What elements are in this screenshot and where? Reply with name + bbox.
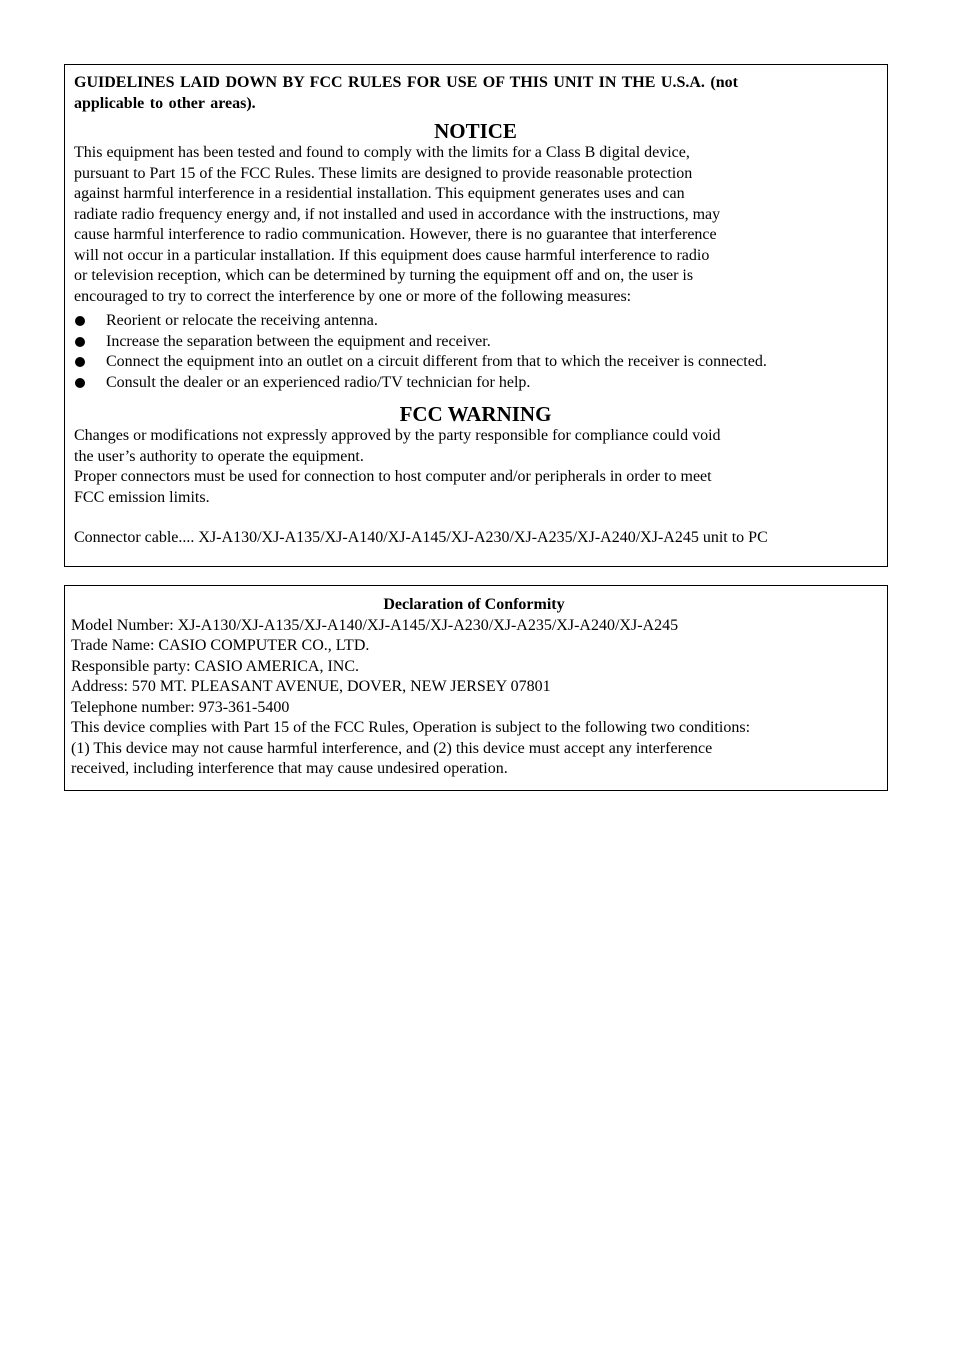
fcc-notice-box (64, 64, 888, 567)
declaration-title: Declaration of Conformity (383, 596, 565, 613)
list-item (74, 332, 877, 353)
fcc-warning-title: FCC WARNING (399, 402, 552, 426)
measures-list (74, 311, 877, 393)
compliance-statement: This device complies with Part 15 of the FCC Rules, Operation is subject to the following two conditions: (1) This device may not cause harmful interference, and (2) this device must accept any interference received, including interference that may cause undesired operation. (71, 719, 751, 777)
warning-body: Changes or modifications not expressly approved by the party responsible for compliance could void the user’s authority to operate the equipment. Proper connectors must be used for connection to host computer and/or peripherals in order to meet FCC emission limits. (74, 427, 721, 506)
bullet-icon (75, 357, 85, 367)
declaration-box (64, 585, 888, 791)
bullet-icon (75, 378, 85, 388)
list-item (74, 352, 877, 373)
measure-text: Reorient or relocate the receiving antenna. (106, 312, 378, 329)
bullet-icon (75, 316, 85, 326)
address: Address: 570 MT. PLEASANT AVENUE, DOVER, NEW JERSEY 07801 (71, 678, 551, 695)
telephone-number: Telephone number: 973-361-5400 (71, 698, 290, 716)
connector-cable-line: Connector cable.... XJ-A130/XJ-A135/XJ-A140/XJ-A145/XJ-A230/XJ-A235/XJ-A240/XJ-A245 unit to PC (74, 529, 768, 546)
list-item (74, 311, 877, 332)
notice-body: This equipment has been tested and found to comply with the limits for a Class B digital device, pursuant to Part 15 of the FCC Rules. These limits are designed to provide reasonable protection against harmful interference in a residential installation. This equipment generates uses and can radiate radio frequency energy and, if not installed and used in accordance with the instructions, may cause harmful interference to radio communication. However, there is no guarantee that interference will not occur in a particular installation. If this equipment does cause harmful interference to radio or television reception, which can be determined by turning the equipment off and on, the user is encouraged to try to correct the interference by one or more of the following measures: (74, 144, 721, 305)
guidelines-heading: GUIDELINES LAID DOWN BY FCC RULES FOR USE OF THIS UNIT IN THE U.S.A. (not applicable to other areas). (74, 74, 738, 112)
notice-title: NOTICE (434, 119, 517, 143)
measure-text: Increase the separation between the equipment and receiver. (106, 332, 491, 350)
bullet-icon (75, 337, 85, 347)
responsible-party: Responsible party: CASIO AMERICA, INC. (71, 657, 359, 675)
model-number: Model Number: XJ-A130/XJ-A135/XJ-A140/XJ-A145/XJ-A230/XJ-A235/XJ-A240/XJ-A245 (71, 616, 679, 634)
trade-name: Trade Name: CASIO COMPUTER CO., LTD. (71, 637, 370, 654)
list-item (74, 373, 877, 394)
measure-text: Consult the dealer or an experienced radio/TV technician for help. (106, 373, 531, 391)
measure-text: Connect the equipment into an outlet on a circuit different from that to which the receiver is connected. (106, 353, 767, 370)
